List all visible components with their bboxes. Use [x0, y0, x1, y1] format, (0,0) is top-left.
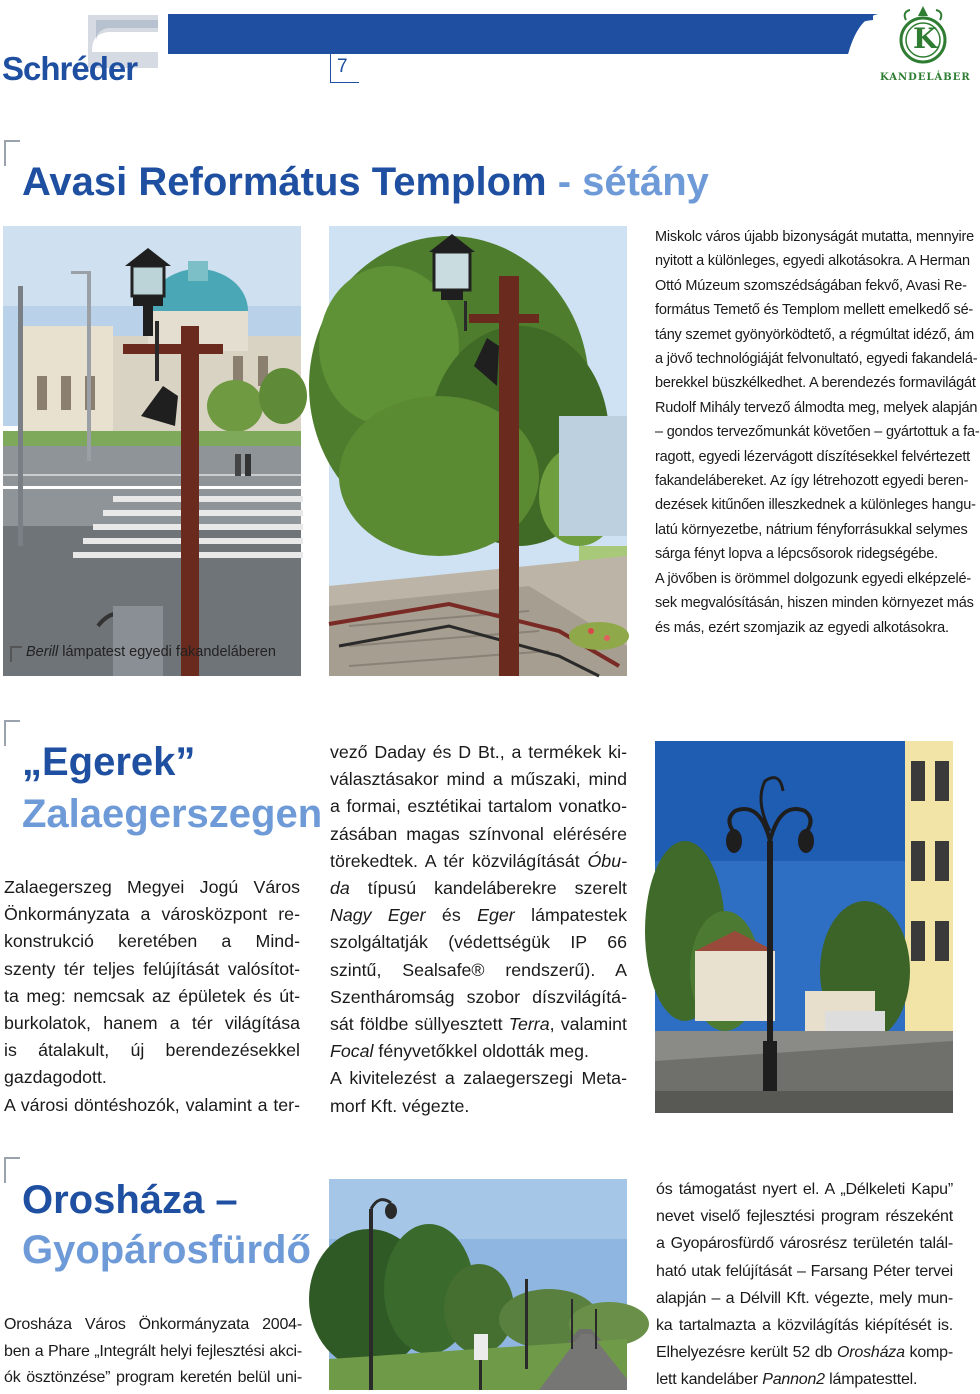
text-line	[330, 929, 627, 956]
text-line	[330, 1093, 627, 1120]
text-line	[330, 766, 627, 793]
text-line	[655, 323, 975, 347]
text-line	[655, 249, 970, 273]
text-span: A városi döntéshozók, valamint a ter-	[4, 1094, 300, 1115]
text-span: is átalakult, új berendezésekkel	[4, 1040, 300, 1061]
photo-square-lamp	[655, 741, 953, 1113]
text-line	[655, 542, 953, 566]
photo-caption	[26, 644, 276, 660]
text-span: Szentháromság szobor díszvilágítá-	[330, 986, 627, 1007]
section-bracket	[4, 1157, 20, 1183]
header-band-curve	[333, 14, 873, 82]
text-line	[656, 1285, 953, 1312]
text-line	[330, 848, 627, 875]
text-span: vező Daday és D Bt., a termékek ki-	[330, 742, 627, 762]
text-span: Ottó Múzeum szomszédságában fekvő, Avasi Re-	[655, 277, 967, 294]
page-number: 7	[337, 56, 348, 77]
text-italic: Terra	[508, 1014, 550, 1035]
text-span: Elhelyezésre került 52 db	[656, 1344, 837, 1362]
text-span: Orosháza Város Önkormányzata 2004-	[4, 1316, 302, 1333]
text-span: , valamint	[549, 1014, 627, 1035]
text-line	[656, 1312, 953, 1339]
text-line	[4, 983, 300, 1010]
photo-street-lamp	[3, 226, 301, 676]
section3-title-line1: Orosháza –	[22, 1178, 238, 1222]
text-line	[4, 956, 300, 983]
text-span: Rudolf Mihály tervező álmodta meg, melyek alapján	[655, 399, 978, 416]
text-line	[330, 902, 627, 929]
text-line	[655, 396, 978, 420]
text-span: a jövő technológiáját felvonultató, egyedi fakandelá-	[655, 351, 978, 368]
text-span: a Gyopárosfürdő városrész területén talál-	[656, 1235, 953, 1253]
text-span: dezések kitűnően illeszkednek a különleges hangu-	[655, 497, 976, 514]
text-span: ta meg: nemcsak az épületek és út-	[4, 985, 300, 1006]
kandelaber-text: KANDELÁBER	[880, 72, 971, 83]
text-span: Zalaegerszeg Megyei Jogú Város	[4, 877, 300, 897]
text-line	[4, 874, 300, 901]
text-span: fényvetőkkel oldották meg.	[373, 1041, 589, 1062]
text-span: sát földbe süllyesztett	[330, 1014, 509, 1035]
text-span: fakandelábereket. Az így létrehozott egyedi beren-	[655, 473, 969, 490]
text-span: és más, ezért szomjazik az egyedi alkotásokra.	[655, 619, 949, 636]
text-line	[330, 793, 627, 820]
text-span: lett kandeláber	[656, 1371, 763, 1389]
text-italic: da	[330, 878, 350, 899]
text-line	[330, 1011, 627, 1038]
text-line	[4, 1312, 302, 1339]
section-bracket	[4, 720, 20, 746]
text-line	[4, 901, 300, 928]
caption-product-name: Berill	[26, 644, 59, 660]
text-span: nyitott a különleges, egyedi alkotásokra. A Herman	[655, 253, 970, 270]
text-span: A kivitelezést a zalaegerszegi Meta-	[330, 1068, 627, 1089]
text-span: ós támogatást nyert el. A „Délkeleti Kapu”	[656, 1181, 953, 1198]
section1-title	[22, 160, 709, 205]
text-span: nevet viselő fejlesztési program részeként	[656, 1208, 953, 1226]
text-span: A jövőben is örömmel dolgozunk egyedi elképzelé-	[655, 570, 972, 587]
text-span: típusú kandeláberekre szerelt	[349, 878, 627, 899]
text-line	[656, 1258, 953, 1285]
text-italic: Óbu-	[587, 850, 627, 871]
text-line	[4, 1092, 300, 1119]
photo-stairs-lamp	[329, 226, 627, 676]
text-span: ható utak felújítását – Farsang Péter tervei	[656, 1262, 953, 1280]
text-italic: Focal	[330, 1041, 374, 1062]
text-line	[656, 1230, 953, 1257]
text-span: és	[425, 905, 478, 926]
text-span: burkolatok, hanem a tér világítása	[4, 1013, 300, 1034]
text-line	[330, 739, 627, 766]
text-line	[656, 1176, 953, 1203]
text-line	[4, 928, 300, 955]
text-span: tány szemet gyönyörködtető, a régmúltat idéző, ám	[655, 326, 975, 343]
section3-text-left	[4, 1312, 302, 1392]
text-line	[330, 984, 627, 1011]
text-line	[4, 1064, 300, 1091]
section1-title-sub: - sétány	[557, 160, 709, 204]
kandelaber-letter: K	[913, 22, 938, 55]
text-span: ben a Phare „Integrált helyi fejlesztési akci-	[4, 1342, 302, 1360]
section2-title-line1: „Egerek”	[22, 740, 196, 784]
text-span: lámpatesttel.	[824, 1371, 918, 1389]
text-line	[330, 1065, 627, 1092]
text-line	[655, 225, 975, 249]
photo-road-lamps	[329, 1179, 627, 1390]
text-line	[656, 1339, 953, 1366]
text-line	[655, 420, 980, 444]
text-span: alapján – a Délvill Kft. végezte, mely mun-	[656, 1289, 953, 1307]
text-line	[655, 469, 969, 493]
text-span: sárga fényt lopva a lépcsősorok ridegségébe.	[655, 546, 938, 563]
text-italic: Pannon2	[762, 1371, 825, 1389]
section3-title-line2: Gyopárosfürdő	[22, 1228, 311, 1272]
text-italic: Orosháza	[837, 1344, 905, 1362]
text-line	[655, 616, 953, 640]
text-line	[656, 1203, 953, 1230]
caption-bracket	[10, 646, 22, 662]
text-line	[4, 1010, 300, 1037]
text-span: a formai, esztétikai tartalom vonatko-	[330, 796, 627, 817]
text-line	[656, 1366, 953, 1393]
text-line	[655, 347, 978, 371]
caption-text: lámpatest egyedi fakandeláberen	[58, 644, 276, 660]
text-span: ragott, egyedi lézervágott díszítésekkel felvértezett	[655, 448, 971, 465]
text-line	[655, 518, 968, 542]
text-span: gazdagodott.	[4, 1067, 107, 1088]
text-span: lámpatestek	[514, 905, 627, 926]
text-span: Önkormányzata a városközpont re-	[4, 904, 300, 925]
text-span: komp-	[904, 1344, 954, 1362]
text-line	[655, 371, 976, 395]
text-span: konstrukció keretében a Mind-	[4, 931, 300, 952]
text-line	[655, 591, 974, 615]
section2-text-left	[4, 874, 300, 1119]
section1-text	[655, 225, 980, 640]
header-band-left	[168, 14, 333, 54]
section1-title-main: Avasi Református Templom	[22, 160, 547, 204]
section2-title-line2: Zalaegerszegen	[22, 792, 323, 836]
text-span: – gondos tervezőmunkát követően – gyártottuk a fa-	[655, 424, 980, 441]
section-bracket	[4, 140, 20, 166]
text-line	[330, 957, 627, 984]
text-span: szenty tér teljes felújítását valósítot-	[4, 958, 300, 979]
text-span: törekedtek. A tér közvilágítását	[330, 850, 588, 871]
section3-text-right	[656, 1176, 953, 1394]
text-span: választásakor mind a műszaki, mind	[330, 769, 627, 790]
text-line	[4, 1365, 302, 1392]
text-italic: Eger	[477, 905, 515, 926]
text-span: formátus Temető és Templom mellett emelkedő sé-	[655, 302, 974, 319]
text-line	[330, 875, 627, 902]
text-span: Miskolc város újabb bizonyságát mutatta, mennyire	[655, 229, 975, 245]
text-span: zásában magas színvonal elérésére	[330, 823, 627, 844]
text-span: ka tartalmazta a közvilágítás kiépítését is.	[656, 1317, 953, 1335]
text-line	[655, 298, 974, 322]
text-span: morf Kft. végezte.	[330, 1095, 470, 1116]
text-span: szolgáltatják (védettségük IP 66	[330, 932, 627, 953]
text-line	[4, 1339, 302, 1366]
text-span: szintű, Sealsafe® rendszerű). A	[330, 959, 627, 980]
text-line	[330, 821, 627, 848]
text-line	[655, 493, 976, 517]
section2-text-mid	[330, 739, 627, 1120]
text-span: sek megvalósításán, hiszen minden környezet más	[655, 595, 974, 612]
text-line	[330, 1038, 627, 1065]
text-italic: Nagy Eger	[330, 905, 426, 926]
text-span: ók ösztönzése” program keretén belül uni-	[4, 1369, 302, 1386]
logo-text: Schréder	[2, 50, 138, 87]
text-line	[4, 1037, 300, 1064]
text-line	[655, 274, 967, 298]
text-span: berekkel büszkélkedhet. A berendezés formavilágát	[655, 375, 976, 392]
text-line	[655, 567, 972, 591]
text-span: latú környezetbe, nátrium fényforrásukkal selymes	[655, 521, 968, 538]
text-line	[655, 445, 971, 469]
